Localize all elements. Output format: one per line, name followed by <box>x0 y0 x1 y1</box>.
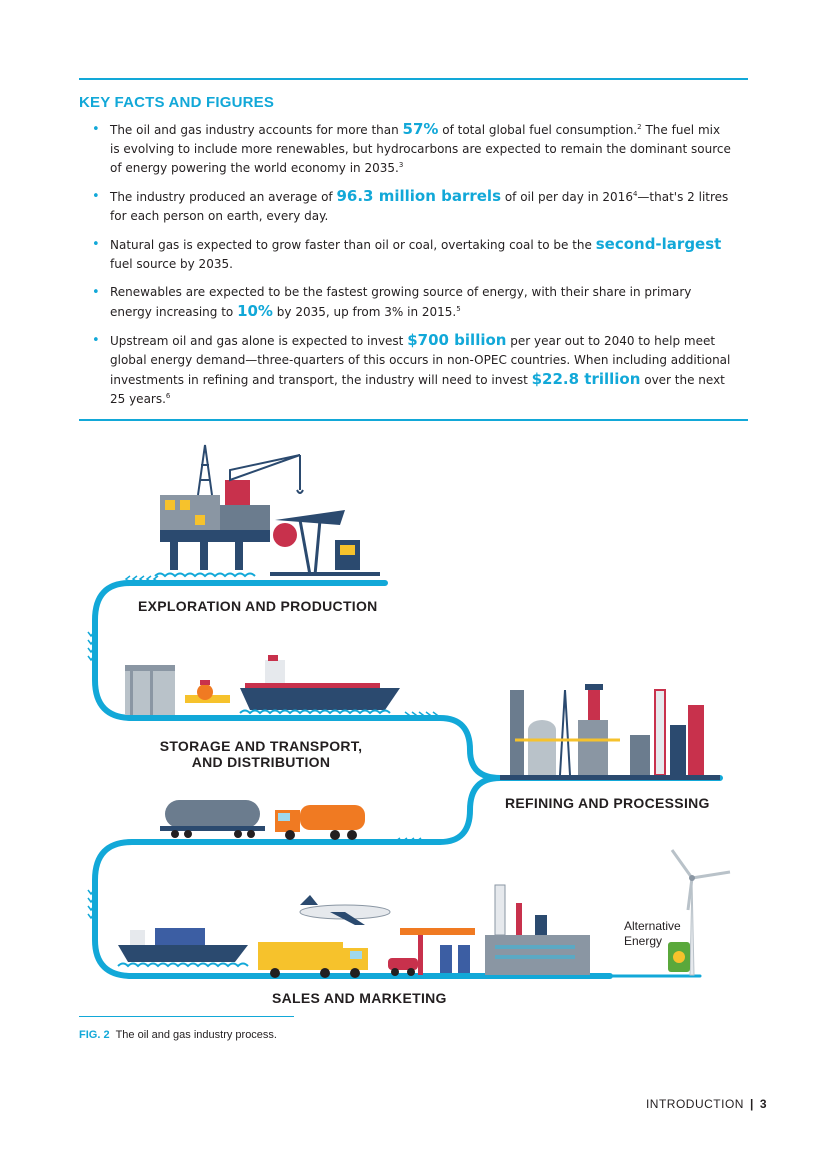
oil-rig-icon <box>160 445 270 570</box>
container-ship-icon <box>118 928 248 962</box>
fact-item: • The oil and gas industry accounts for more than 57% of total global fuel consumption.$^2$ The fuel mix is evolving to include more renewables, but hydrocarbons are expected to remain the dominant source of energy powering the world economy in 2035.$^3$ <box>92 120 732 178</box>
fact-item: • Natural gas is expected to grow faster than oil or coal, overtaking coal to be the second-largest fuel source by 2035. <box>92 235 732 274</box>
water-waves-3 <box>118 964 248 967</box>
fact-item: • The industry produced an average of 96.3 million barrels of oil per day in 2016$^4$—that's 2 litres for each person on earth, every day. <box>92 187 732 226</box>
footer-separator: | <box>749 1097 754 1111</box>
figure-number: FIG. 2 <box>79 1029 110 1041</box>
stage-storage <box>150 738 372 770</box>
alternative-energy-label <box>624 919 681 949</box>
caption-rule <box>79 1016 294 1017</box>
rail-tanker-icon <box>160 800 265 838</box>
figure-caption-text: The oil and gas industry process. <box>115 1029 277 1041</box>
section-title: KEY FACTS AND FIGURES <box>79 94 275 111</box>
airplane-icon <box>300 895 390 925</box>
tanker-ship-icon <box>240 655 400 710</box>
storage-tanks-icon <box>125 665 175 715</box>
valve-icon <box>185 680 230 703</box>
factory-icon <box>485 885 590 975</box>
stage-sales: SALES AND MARKETING <box>272 990 447 1006</box>
page-footer <box>646 1097 767 1111</box>
fact-item: • Renewables are expected to be the fastest growing source of energy, with their share in primary energy increasing to 10% by 2035, up from 3% in 2015.$^5$ <box>92 283 732 322</box>
stage-storage-line1: STORAGE AND TRANSPORT, <box>159 738 363 754</box>
refinery-icon <box>500 684 720 780</box>
water-waves-2 <box>240 711 390 714</box>
pumpjack-icon <box>270 510 380 576</box>
footer-section: INTRODUCTION <box>645 1097 744 1111</box>
alternative-line1: Alternative <box>624 919 681 933</box>
alternative-line2: Energy <box>624 934 663 948</box>
water-waves-1 <box>155 574 255 577</box>
stage-storage-line2: AND DISTRIBUTION <box>191 754 331 770</box>
stage-exploration: EXPLORATION AND PRODUCTION <box>138 598 378 614</box>
cargo-truck-icon <box>258 942 368 978</box>
fact-item: • Upstream oil and gas alone is expected to invest $700 billion per year out to 2040 to help meet global energy demand—three-quarters of this occurs in non-OPEC countries. When including additional investments in refining and transport, the industry will need to invest $22.8 trillion over the next 25 years.$^6$ <box>92 331 732 409</box>
page-number: 3 <box>759 1097 767 1111</box>
figure-caption <box>79 1029 277 1041</box>
stage-refining: REFINING AND PROCESSING <box>505 795 710 811</box>
fuel-truck-icon <box>275 805 365 840</box>
